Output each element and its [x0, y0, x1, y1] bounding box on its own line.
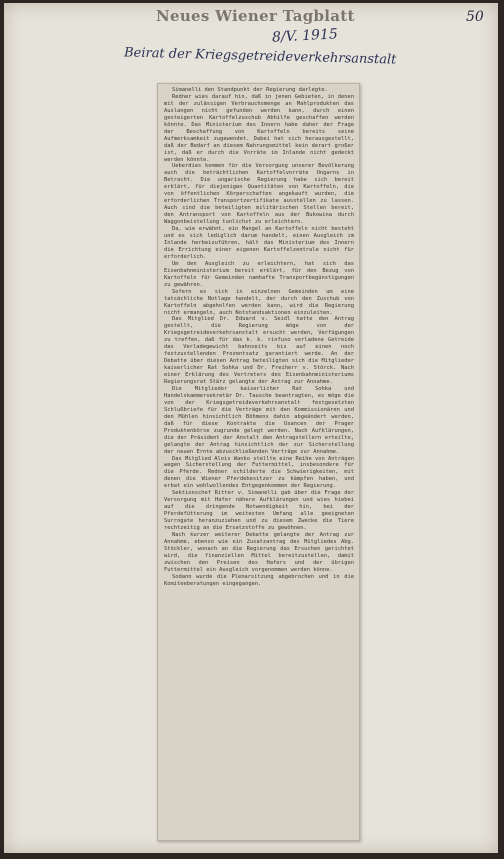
- article-paragraph: Sofern es sich in einzelnen Gemeinden um eine tatsächliche Notlage handelt, der durch den Zuschub von Kartoffeln abgeholfen werden kann, wird die Regierung nicht ermangeln, auch Notstandsaktionen einzuleiten.: [164, 288, 354, 316]
- article-paragraph: Nach kurzer weiterer Debatte gelangte der Antrag zur Annahme, ebenso wie ein Zusatzantrag des Mitgliedes Abg. Stöckler, wonach an die Regierung das Ersuchen gerichtet wird, die finanziellen Mittel bereitzustellen, damit zwischen den Preisen des Hafers und der übrigen Futtermittel ein Ausgleich vorgenommen werden könne.: [164, 532, 354, 573]
- article-paragraph: Das Mitglied Dr. Eduard v. Seidl hatte den Antrag gestellt, die Regierung möge von der Kriegsgetreideverkehrsanstalt ersucht werden, Verfügungen zu treffen, daß für das k. k. rinfuso verladene Getreide das Verladegewicht bahnseits bis auf einen noch festzustellenden Prozentsatz garantiert werde. An der Debatte über diesen Antrag beteiligten sich die Mitglieder kaiserlicher Rat Sohka und Dr. Freiherr v. Störck. Nach einer Erklärung des Vertreters des Eisenbahnministeriums Regierungsrat Stärz gelangte der Antrag zur Annahme.: [164, 316, 354, 386]
- article-body: [158, 84, 359, 588]
- article-paragraph: Ueberdies kommen für die Versorgung unserer Bevölkerung auch die beträchtlichen Kartoffelvorräte Ungarns in Betracht. Die ungarische Regierung habe sich bereit erklärt, für diejenigen Quantitäten von Kartoffeln, die von öffentlichen Körperschaften angekauft wurden, die erforderlichen Transportzertifikate ausstellen zu lassen. Auch sind die beteiligten militärischen Stellen bereit, den Antransport von Kartoffeln aus der Bukowina durch Waggonbeistellung tunlichst zu erleichtern.: [164, 163, 354, 226]
- article-paragraph: Die Mitglieder kaiserlicher Rat Sohka und Handelskammersekretär Dr. Tausche beantragten, es möge die von der Kriegsgetreideverkehrsanstalt festgesetzten Schlußbriefe für die Verträge mit den Kommissionären und den Mühlen hinsichtlich Böhmens dahin abgeändert werden, daß für diese Kontrakte die Usancen der Prager Produktenbörse zugrunde gelegt werden. Nach Aufklärungen, die der Präsident der Anstalt den Antragstellern erteilte, gelangte der Antrag hinsichtlich der zur Sicherstellung der neuen Ernte abzuschließenden Verträge zur Annahme.: [164, 385, 354, 455]
- article-paragraph: Sodann wurde die Plenarsitzung abgebrochen und in die Komiteeberatungen eingegangen.: [164, 573, 354, 587]
- handwritten-date: 8/V. 1915: [271, 26, 339, 46]
- article-paragraph: Simanelli den Standpunkt der Regierung darlegte.: [172, 87, 328, 93]
- article-paragraph: Das Mitglied Alois Wanko stellte eine Reihe von Anträgen wegen Sicherstellung der Futtermittel, insbesondere für die Pferde. Redner schilderte die Schwierigkeiten, mit denen die Wiener Pferdebesitzer zu kämpfen haben, und erbat ein wohlwollendes Entgegenkommen der Regierung.: [164, 455, 354, 490]
- newspaper-masthead: Neues Wiener Tagblatt: [156, 7, 355, 25]
- article-paragraph: Da, wie erwähnt, ein Mangel an Kartoffeln nicht besteht und es sich lediglich darum handelt, einen Ausgleich im Inlande herbeizuführen, hält das Ministerium des Innern die Errichtung einer eigenen Kartoffelzentrale nicht für erforderlich.: [164, 226, 354, 260]
- newspaper-clipping: [157, 83, 360, 841]
- folio-number: 50: [466, 9, 484, 25]
- article-paragraph: Um den Ausgleich zu erleichtern, hat sich das Eisenbahnministerium bereit erklärt, für den Bezug von Kartoffeln für Gemeinden namhafte Transportbegünstigungen zu gewähren.: [164, 260, 354, 288]
- article-paragraph: Redner wies darauf hin, daß in jenen Gebieten, in denen mit der zulässigen Verbrauchsmenge an Mahlprodukten das Auslangen nicht gefunden werden kann, durch einen gesteigerten Kartoffelzuschub Abhilfe geschaffen werden könnte. Das Ministerium des Innern habe daher der Frage der Beschaffung von Kartoffeln bereits seine Aufmerksamkeit zugewendet. Dabei hat sich herausgestellt, daß der Bedarf an diesem Nahrungsmittel kein derart großer ist, daß er durch die Vorräte im Inlande nicht gedeckt werden könnte.: [164, 93, 354, 163]
- handwritten-heading: Beirat der Kriegsgetreideverkehrsanstalt: [123, 45, 397, 68]
- archive-sheet: [4, 3, 498, 853]
- article-paragraph: Sektionschef Ritter v. Simanelli gab über die Frage der Versorgung mit Hafer nähere Aufklärungen und wies hiebei auf die dringende Notwendigkeit hin, bei der Pferdefütterung im weitesten Umfang alle geeigneten Surrogate heranzuziehen und zu diesem Zwecke die Tiere rechtzeitig an die Ersatzstoffe zu gewöhnen.: [164, 490, 354, 532]
